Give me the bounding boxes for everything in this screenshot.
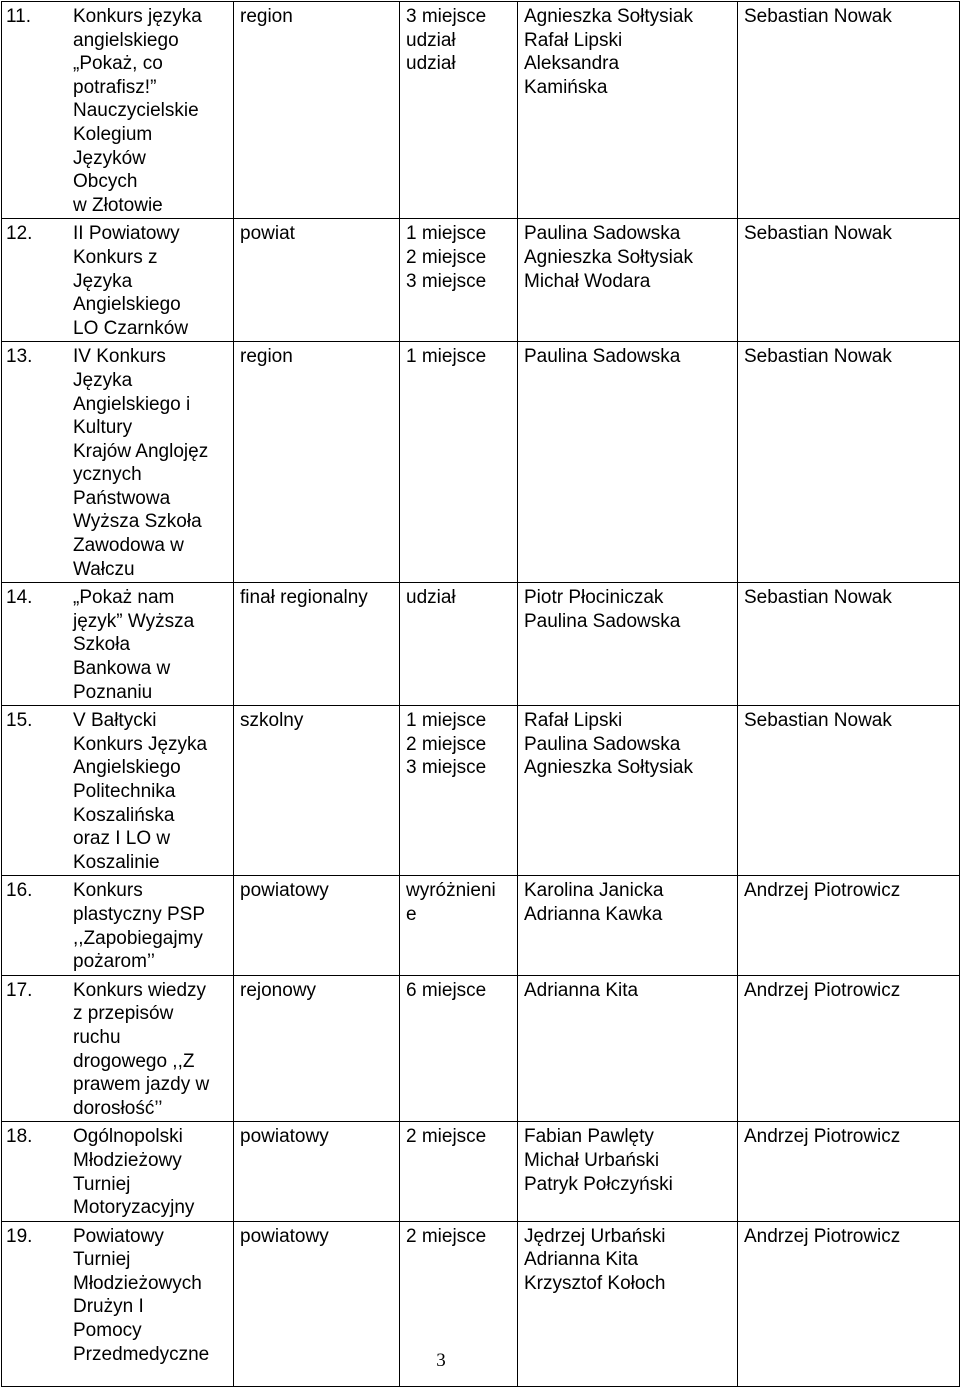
competition-name-line: potrafisz!” [73, 76, 157, 98]
competition-name-line: Konkurs z [73, 246, 158, 268]
row-number: 14. [6, 587, 33, 609]
result-line: 1 miejsce [406, 223, 487, 245]
result-cell [400, 1122, 518, 1221]
students-cell [518, 975, 738, 1122]
level-cell: szkolny [234, 706, 400, 876]
result-line: 1 miejsce [406, 710, 487, 732]
page-number: 3 [436, 1350, 446, 1371]
student-name: Paulina Sadowska [524, 733, 681, 755]
competition-name-line: ycznych [73, 464, 142, 486]
competition-name-line: Koszalinie [73, 851, 160, 873]
teacher-cell: Andrzej Piotrowicz [738, 1221, 960, 1386]
competition-name [73, 5, 221, 217]
student-name: Michał Wodara [524, 270, 651, 292]
competition-name-line: Obcych [73, 171, 138, 193]
competition-name-line: Krajów Anglojęz [73, 440, 209, 462]
result-line: 3 miejsce [406, 270, 487, 292]
competition-name-line: pożarom’’ [73, 951, 156, 973]
student-name: Rafał Lipski [524, 29, 623, 51]
competition-name-line: z przepisów [73, 1003, 174, 1025]
teacher-cell: Andrzej Piotrowicz [738, 975, 960, 1122]
result-line: wyróżnieni [406, 880, 496, 902]
student-name: Agnieszka Sołtysiak [524, 246, 693, 268]
result-line: udział [406, 29, 456, 51]
result-line: 2 miejsce [406, 1225, 487, 1247]
result-cell [400, 1221, 518, 1386]
competition-name [73, 345, 221, 581]
competition-name-line: Przedmedyczne [73, 1343, 210, 1365]
student-name: Adrianna Kita [524, 979, 639, 1001]
row-number: 11. [6, 6, 32, 27]
competition-name-line: Turniej [73, 1249, 131, 1271]
result-cell [400, 706, 518, 876]
teacher-cell: Andrzej Piotrowicz [738, 1122, 960, 1221]
student-name: Jędrzej Urbański [524, 1225, 666, 1247]
competition-name-line: II Powiatowy [73, 223, 180, 245]
competition-name-line: ,,Zapobiegajmy [73, 927, 203, 949]
competition-name-line: „Pokaż, co [73, 53, 163, 75]
competition-name [73, 979, 221, 1121]
table-row [2, 876, 960, 975]
result-line: 2 miejsce [406, 1126, 487, 1148]
table-row [2, 706, 960, 876]
competition-name-line: Wałczu [73, 558, 135, 580]
table-row [2, 583, 960, 706]
competition-name-line: Angielskiego [73, 757, 181, 779]
competition-name-line: Młodzieżowy [73, 1149, 182, 1171]
competition-name-line: Młodzieżowych [73, 1272, 202, 1294]
row-number: 12. [6, 223, 33, 245]
competition-name [73, 879, 221, 973]
level-cell: region [234, 2, 400, 219]
competition-name-line: Bankowa w [73, 658, 171, 680]
students-cell [518, 342, 738, 583]
competition-name [73, 1225, 221, 1367]
competition-name-line: Nauczycielskie [73, 100, 199, 122]
row-number: 15. [6, 710, 33, 732]
student-name: Adrianna Kita [524, 1249, 639, 1271]
competition-name-line: Kultury [73, 417, 133, 439]
competition-cell [2, 219, 234, 342]
result-cell [400, 876, 518, 975]
students-cell [518, 1122, 738, 1221]
competition-name [73, 586, 221, 704]
student-name: Paulina Sadowska [524, 346, 681, 368]
competition-name-line: V Bałtycki [73, 710, 157, 732]
competition-name-line: Poznaniu [73, 681, 153, 703]
result-line: e [406, 903, 417, 925]
competition-cell [2, 975, 234, 1122]
table-row [2, 219, 960, 342]
result-line: 3 miejsce [406, 6, 487, 27]
competition-name-line: język” Wyższa [73, 610, 195, 632]
student-name: Michał Urbański [524, 1149, 660, 1171]
competition-name [73, 709, 221, 874]
table-row [2, 2, 960, 219]
competition-name-line: Angielskiego i [73, 393, 191, 415]
student-name: Rafał Lipski [524, 710, 623, 732]
result-cell [400, 975, 518, 1122]
student-name: Karolina Janicka [524, 880, 664, 902]
level-cell: finał regionalny [234, 583, 400, 706]
competition-name-line: Państwowa [73, 487, 171, 509]
table-row [2, 975, 960, 1122]
competition-name-line: oraz I LO w [73, 828, 171, 850]
competition-name-line: Języków [73, 147, 146, 169]
level-cell: powiatowy [234, 876, 400, 975]
result-line: 2 miejsce [406, 246, 487, 268]
competition-name-line: Drużyn I [73, 1296, 144, 1318]
competition-name-line: plastyczny PSP [73, 903, 205, 925]
teacher-cell: Sebastian Nowak [738, 342, 960, 583]
student-name: Krzysztof Kołoch [524, 1272, 666, 1294]
competition-cell [2, 1221, 234, 1386]
competition-name-line: angielskiego [73, 29, 179, 51]
row-number: 18. [6, 1126, 33, 1148]
result-line: udział [406, 53, 456, 75]
table-row [2, 1122, 960, 1221]
students-cell [518, 706, 738, 876]
student-name: Piotr Płociniczak [524, 587, 664, 609]
level-cell: powiat [234, 219, 400, 342]
table-row [2, 1221, 960, 1386]
result-line: udział [406, 587, 456, 609]
competition-cell [2, 876, 234, 975]
teacher-cell: Sebastian Nowak [738, 583, 960, 706]
teacher-cell: Sebastian Nowak [738, 219, 960, 342]
competition-name [73, 1125, 221, 1219]
competition-name-line: Wyższa Szkoła [73, 511, 202, 533]
student-name: Kamińska [524, 76, 608, 98]
row-number: 13. [6, 346, 33, 368]
competition-name-line: Języka [73, 270, 133, 292]
result-line: 6 miejsce [406, 979, 487, 1001]
result-line: 3 miejsce [406, 757, 487, 779]
student-name: Paulina Sadowska [524, 223, 681, 245]
competition-name-line: drogowego ,,Z [73, 1050, 195, 1072]
competition-cell [2, 1122, 234, 1221]
competition-name-line: Języka [73, 369, 133, 391]
competition-name-line: Angielskiego [73, 294, 181, 316]
competition-name-line: Kolegium [73, 123, 153, 145]
teacher-cell: Andrzej Piotrowicz [738, 876, 960, 975]
result-line: 1 miejsce [406, 346, 487, 368]
level-cell: region [234, 342, 400, 583]
student-name: Aleksandra [524, 53, 620, 75]
student-name: Fabian Pawlęty [524, 1126, 654, 1148]
competition-name [73, 222, 221, 340]
competition-name-line: „Pokaż nam [73, 587, 175, 609]
competition-name-line: Motoryzacyjny [73, 1197, 195, 1219]
competition-name-line: Powiatowy [73, 1225, 164, 1247]
row-number: 19. [6, 1225, 33, 1247]
level-cell: rejonowy [234, 975, 400, 1122]
students-cell [518, 219, 738, 342]
competition-name-line: Ogólnopolski [73, 1126, 183, 1148]
row-number: 16. [6, 880, 33, 902]
result-cell [400, 2, 518, 219]
awards-table-body [2, 2, 960, 1387]
competition-name-line: Turniej [73, 1173, 131, 1195]
competition-name-line: ruchu [73, 1026, 121, 1048]
teacher-cell: Sebastian Nowak [738, 706, 960, 876]
competition-cell [2, 342, 234, 583]
result-line: 2 miejsce [406, 733, 487, 755]
level-cell: powiatowy [234, 1122, 400, 1221]
competition-name-line: Szkoła [73, 634, 131, 656]
student-name: Paulina Sadowska [524, 610, 681, 632]
students-cell [518, 2, 738, 219]
competition-name-line: Politechnika [73, 781, 176, 802]
competition-name-line: Koszalińska [73, 804, 175, 826]
result-cell [400, 219, 518, 342]
competition-name-line: IV Konkurs [73, 346, 166, 368]
student-name: Agnieszka Sołtysiak [524, 757, 693, 779]
student-name: Adrianna Kawka [524, 903, 663, 925]
competition-name-line: Konkurs wiedzy [73, 979, 207, 1001]
competition-cell [2, 2, 234, 219]
student-name: Agnieszka Sołtysiak [524, 6, 693, 27]
competition-name-line: LO Czarnków [73, 317, 189, 339]
competition-name-line: Konkurs języka [73, 6, 202, 27]
table-row [2, 342, 960, 583]
awards-table [1, 1, 960, 1387]
competition-name-line: w Złotowie [73, 194, 163, 216]
competition-cell [2, 583, 234, 706]
teacher-cell: Sebastian Nowak [738, 2, 960, 219]
result-cell [400, 342, 518, 583]
competition-name-line: Pomocy [73, 1320, 142, 1342]
level-cell: powiatowy [234, 1221, 400, 1386]
students-cell [518, 583, 738, 706]
competition-name-line: prawem jazdy w [73, 1074, 210, 1096]
students-cell [518, 876, 738, 975]
competition-name-line: Zawodowa w [73, 535, 184, 557]
student-name: Patryk Połczyński [524, 1173, 673, 1195]
competition-name-line: dorosłość’’ [73, 1097, 163, 1119]
competition-name-line: Konkurs Języka [73, 733, 208, 755]
row-number: 17. [6, 979, 33, 1001]
competition-cell [2, 706, 234, 876]
students-cell [518, 1221, 738, 1386]
competition-name-line: Konkurs [73, 880, 143, 902]
result-cell [400, 583, 518, 706]
